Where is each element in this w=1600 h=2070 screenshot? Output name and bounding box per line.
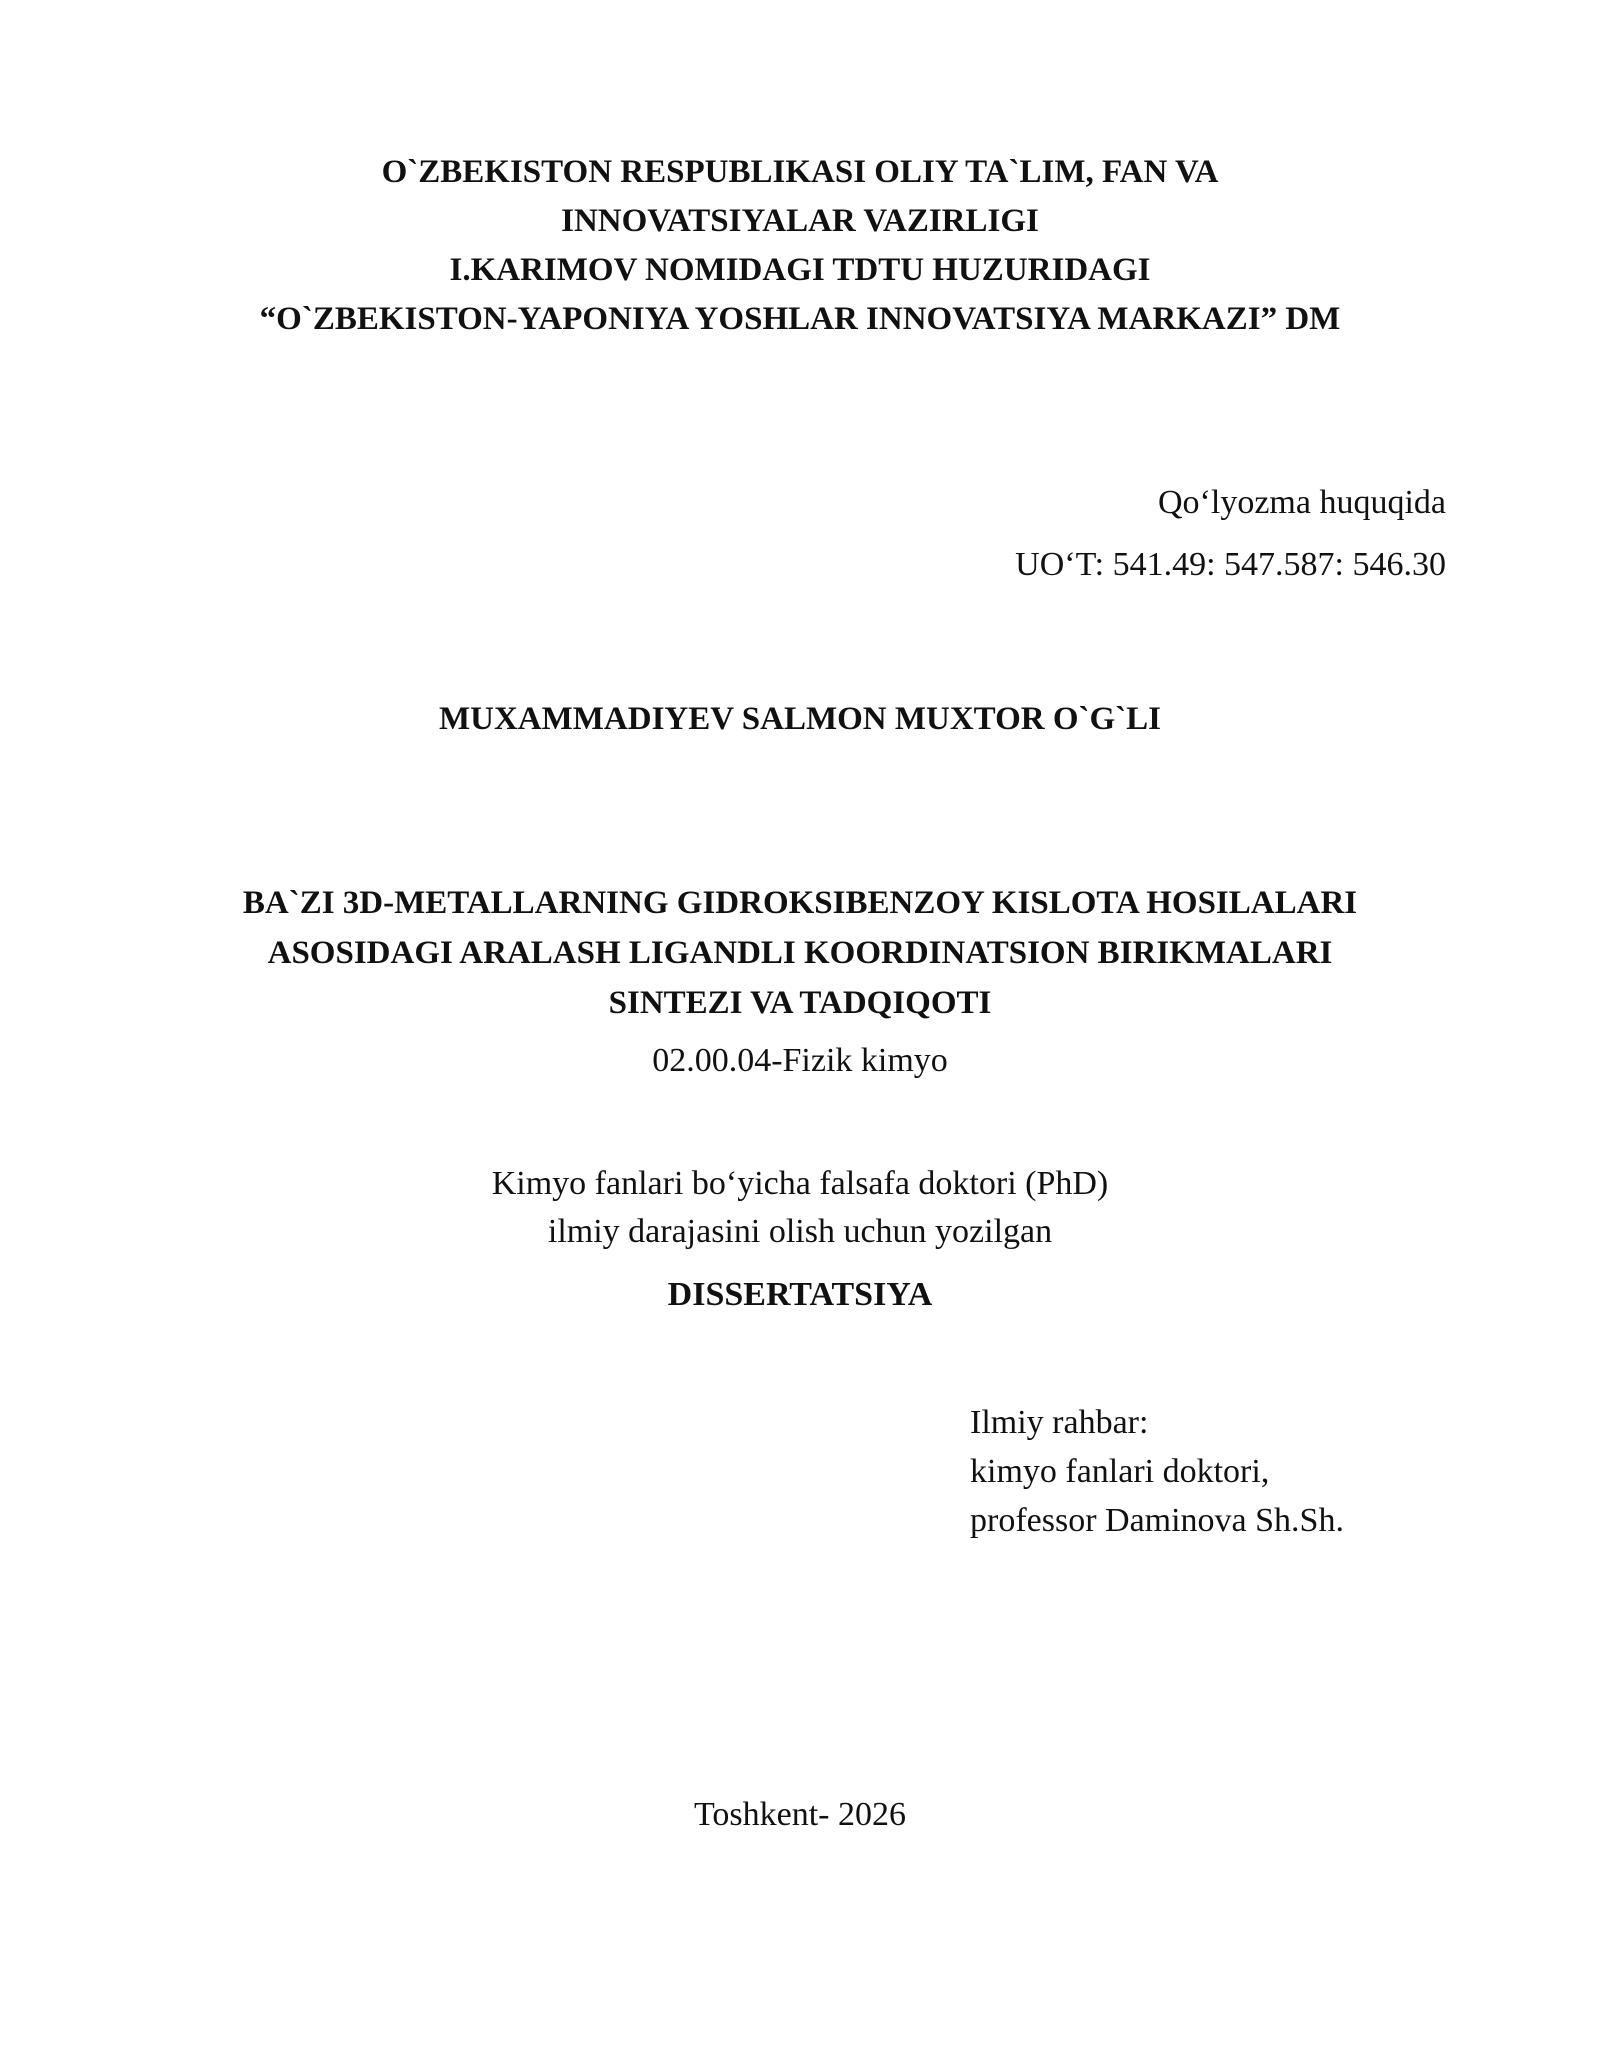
degree-line-2: ilmiy darajasini olish uchun yozilgan — [547, 1213, 1053, 1250]
manuscript-rights: Qo‘lyozma huquqida — [1158, 484, 1446, 521]
header-line-1: O`ZBEKISTON RESPUBLIKASI OLIY TA`LIM, FAN VA — [381, 154, 1219, 190]
header-line-3: I.KARIMOV NOMIDAGI TDTU HUZURIDAGI — [449, 252, 1151, 288]
supervisor-name: professor Daminova Sh.Sh. — [970, 1502, 1344, 1539]
udc-code: UO‘T: 541.49: 547.587: 546.30 — [1015, 546, 1446, 583]
degree-statement — [0, 1160, 1600, 1256]
degree-line-1: Kimyo fanlari bo‘yicha falsafa doktori (PhD) — [491, 1165, 1109, 1202]
title-line-3: SINTEZI VA TADQIQOTI — [608, 985, 992, 1021]
author-name: MUXAMMADIYEV SALMON MUXTOR O`G`LI — [438, 701, 1161, 737]
header-line-4: “O`ZBEKISTON-YAPONIYA YOSHLAR INNOVATSIYA MARKAZI” DM — [259, 301, 1341, 337]
ministry-header — [0, 148, 1600, 344]
supervisor-label: Ilmiy rahbar: — [970, 1404, 1149, 1441]
specialty-code: 02.00.04-Fizik kimyo — [652, 1042, 948, 1079]
header-line-2: INNOVATSIYALAR VAZIRLIGI — [561, 203, 1039, 239]
supervisor-block — [970, 1398, 1344, 1545]
city-year: Toshkent- 2026 — [694, 1796, 906, 1833]
document-type: DISSERTATSIYA — [667, 1276, 933, 1313]
supervisor-degree: kimyo fanlari doktori, — [970, 1453, 1270, 1490]
title-line-2: ASOSIDAGI ARALASH LIGANDLI KOORDINATSION BIRIKMALARI — [267, 935, 1333, 971]
title-line-1: BA`ZI 3D-METALLARNING GIDROKSIBENZOY KISLOTA HOSILALARI — [242, 885, 1358, 921]
manuscript-meta — [1015, 472, 1446, 596]
dissertation-title — [0, 878, 1600, 1028]
